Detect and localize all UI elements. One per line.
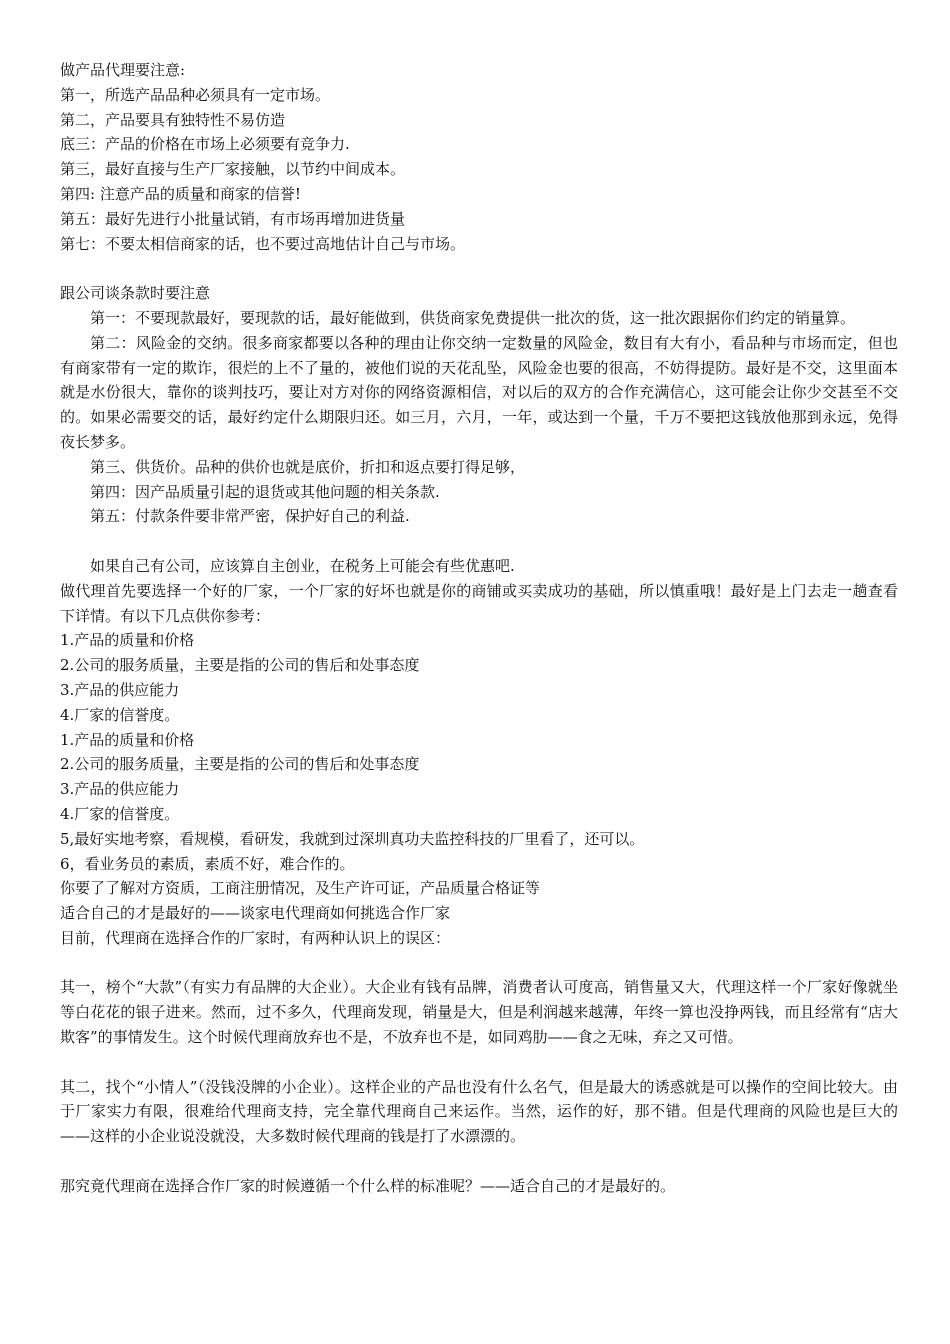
blank-line <box>60 256 898 281</box>
notes-item-3: 底三：产品的价格在市场上必须要有竞争力. <box>60 135 350 154</box>
blank-line <box>60 529 898 554</box>
notes-item-6: 第五：最好先进行小批量试销，有市场再增加进货量 <box>60 209 406 228</box>
notes-item-5: 第四: 注意产品的质量和商家的信誉! <box>60 184 301 203</box>
final-question: 那究竟代理商在选择合作厂家的时候遵循一个什么样的标准呢？——适合自己的才是最好的。 <box>60 1176 676 1195</box>
misconception-small-paragraph: 其二，找个“小情人”（没钱没牌的小企业）。这样企业的产品也没有什么名气，但是最大的诱惑就是可以操作的空间比较大。由于厂家实力有限，很难给代理商支持，完全靠代理商自己来运作。当然，运作的好，那不错。但是代理商的风险也是巨大的——这样的小企业说没就没，大多数时候代理商的钱是打了水漂漂的。 <box>60 1077 898 1146</box>
document-body <box>60 58 898 1199</box>
blank-line <box>60 1149 898 1174</box>
list-b-item-6: 6，看业务员的素质，素质不好，难合作的。 <box>60 854 355 873</box>
terms-paragraph-5: 第五：付款条件要非常严密，保护好自己的利益. <box>90 507 410 526</box>
list-b-item-5: 5,最好实地考察，看规模，看研发，我就到过深圳真功夫监控科技的厂里看了，还可以。 <box>60 829 645 848</box>
list-b-item-4: 4.厂家的信誉度。 <box>60 804 180 823</box>
notes-item-2: 第二，产品要具有独特性不易仿造 <box>60 110 286 129</box>
factory-paragraph: 做代理首先要选择一个好的厂家，一个厂家的好坏也就是你的商铺或买卖成功的基础，所以慎重哦！最好是上门去走一趟查看下详情。有以下几点供你参考： <box>60 581 898 625</box>
list-b-item-1: 1.产品的质量和价格 <box>60 730 195 749</box>
terms-paragraph-4: 第四：因产品质量引起的退货或其他问题的相关条款. <box>90 482 440 501</box>
terms-title: 跟公司谈条款时要注意 <box>60 284 211 303</box>
list-a-item-3: 3.产品的供应能力 <box>60 680 180 699</box>
misconception-big-paragraph: 其一，榜个“大款”（有实力有品牌的大企业）。大企业有钱有品牌，消费者认可度高，销售量又大，代理这样一个厂家好像就坐等白花花的银子进来。然而，过不多久，代理商发现，销量是大，但是利润越来越薄，年终一算也没挣两钱，而且经常有“店大欺客”的事情发生。这个时候代理商放弃也不是，不放弃也不是，如同鸡肋——食之无味，弃之又可惜。 <box>60 978 898 1047</box>
article-intro: 目前，代理商在选择合作的厂家时，有两种认识上的误区： <box>60 928 451 947</box>
notes-item-7: 第七：不要太相信商家的话，也不要过高地估计自己与市场。 <box>60 234 466 253</box>
terms-paragraph-1: 第一：不要现款最好，要现款的话，最好能做到，供货商家免费提供一批次的货，这一批次跟据你们约定的销量算。 <box>90 308 856 327</box>
notes-title: 做产品代理要注意: <box>60 61 186 79</box>
terms-paragraph-3: 第三、供货价。品种的供价也就是底价，折扣和返点要打得足够， <box>90 457 526 476</box>
blank-line <box>60 1050 898 1075</box>
list-a-item-4: 4.厂家的信誉度。 <box>60 705 180 724</box>
company-paragraph: 如果自己有公司，应该算自主创业，在税务上可能会有些优惠吧. <box>90 556 515 575</box>
article-title: 适合自己的才是最好的——谈家电代理商如何挑选合作厂家 <box>60 904 451 923</box>
terms-paragraph-2: 第二：风险金的交纳。很多商家都要以各种的理由让你交纳一定数量的风险金，数目有大有小，看品种与市场而定，但也有商家带有一定的欺诈，很烂的上不了量的，被他们说的天花乱坠，风险金也要的很高，不妨得提防。最好是不交，这里面本就是水份很大，靠你的谈判技巧，要让对方对你的网络资源相信，对以后的双方的合作充满信心，这可能会让你少交甚至不交的。如果必需要交的话，最好约定什么期限归还。如三月，六月，一年，或达到一个量，千万不要把这钱放他那到永远，免得夜长梦多。 <box>60 333 898 451</box>
notes-item-4: 第三，最好直接与生产厂家接触，以节约中间成本。 <box>60 160 406 179</box>
notes-item-1: 第一，所选产品品种必须具有一定市场。 <box>60 85 331 104</box>
list-a-item-2: 2.公司的服务质量，主要是指的公司的售后和处事态度 <box>60 656 420 675</box>
list-a-item-1: 1.产品的质量和价格 <box>60 631 195 650</box>
list-b-item-2: 2.公司的服务质量，主要是指的公司的售后和处事态度 <box>60 755 420 774</box>
list-b-item-3: 3.产品的供应能力 <box>60 780 180 799</box>
blank-line <box>60 951 898 976</box>
qualification-line: 你要了了解对方资质，工商注册情况，及生产许可证，产品质量合格证等 <box>60 879 541 898</box>
